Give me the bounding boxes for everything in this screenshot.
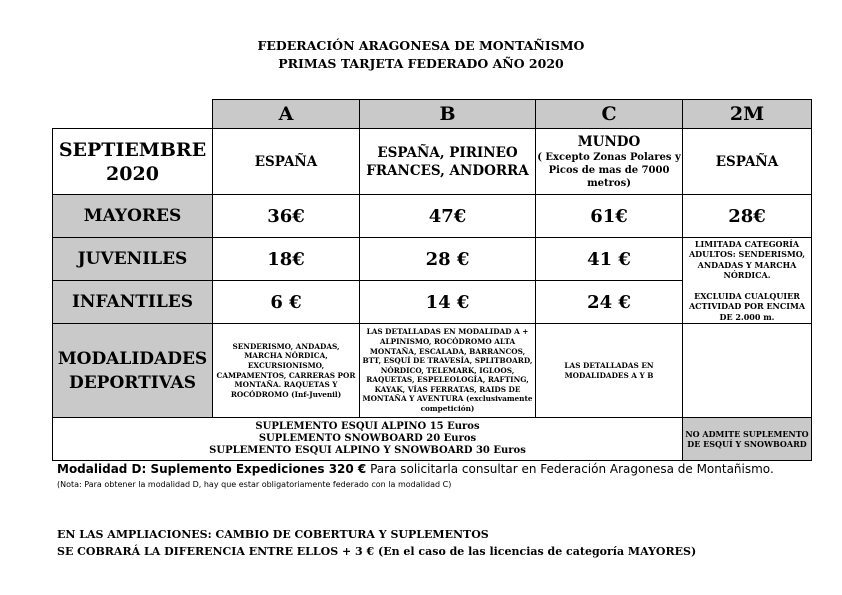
modalidad-d-bold: Modalidad D: Suplemento Expediciones 320 € xyxy=(57,462,367,476)
zone-c-text: MUNDO xyxy=(577,134,641,150)
document-subtitle: PRIMAS TARJETA FEDERADO AÑO 2020 xyxy=(278,56,564,71)
suplemento-snowboard: SUPLEMENTO SNOWBOARD 20 Euros xyxy=(258,433,477,444)
price-infantiles-c: 24 € xyxy=(536,281,683,324)
ampliaciones-line1: EN LAS AMPLIACIONES: CAMBIO DE COBERTURA Y SUPLEMENTOS xyxy=(57,528,489,541)
price-infantiles-a: 6 € xyxy=(213,281,360,324)
blank-corner xyxy=(53,100,213,129)
modalidades-a: SENDERISMO, ANDADAS, MARCHA NÓRDICA, EXCURSIONISMO, CAMPAMENTOS, CARRERAS POR MONTAÑA. RAQUETAS Y ROCÓDROMO (Inf-Juvenil) xyxy=(213,324,360,418)
price-juveniles-c: 41 € xyxy=(536,238,683,281)
zone-b-text: ESPAÑA, PIRINEO FRANCES, ANDORRA xyxy=(366,144,529,179)
zone-b xyxy=(360,129,536,195)
price-mayores-a: 36€ xyxy=(213,195,360,238)
zone-c xyxy=(536,129,683,195)
column-header-2m: 2M xyxy=(683,100,812,129)
month-label: SEPTIEMBRE 2020 xyxy=(53,129,213,195)
note-2m-exclusion: EXCLUIDA CUALQUIER ACTIVIDAD POR ENCIMA DE 2.000 m. xyxy=(688,290,806,322)
price-mayores-c: 61€ xyxy=(536,195,683,238)
price-table xyxy=(52,99,812,461)
modalidades-label: MODALIDADES DEPORTIVAS xyxy=(53,324,213,418)
modalidades-b: LAS DETALLADAS EN MODALIDAD A + ALPINISMO, ROCÓDROMO ALTA MONTAÑA, ESCALADA, BARRANCOS, BTT, ESQUÍ DE TRAVESÍA, SPLITBOARD, NÓRDICO, TELEMARK, IGLOOS, RAQUETAS, ESPELEOLOGÍA, RAFTING, KAYAK, VÍAS FERRATAS, RAIDS DE MONTAÑA Y AVENTURA (exclusivamente competición) xyxy=(360,324,536,418)
ampliaciones-line2: SE COBRARÁ LA DIFERENCIA ENTRE ELLOS + 3 € (En el caso de las licencias de categoría MAYORES) xyxy=(57,545,697,558)
modalidad-d-text: Para solicitarla consultar en Federación Aragonesa de Montañismo. xyxy=(366,462,774,476)
no-suplemento-badge: NO ADMITE SUPLEMENTO DE ESQUÍ Y SNOWBOARD xyxy=(683,418,812,461)
category-juveniles: JUVENILES xyxy=(53,238,213,281)
note-2m xyxy=(683,238,812,324)
price-mayores-b: 47€ xyxy=(360,195,536,238)
column-header-c: C xyxy=(536,100,683,129)
note-2m-limit: LIMITADA CATEGORÍA ADULTOS: SENDERISMO, ANDADAS Y MARCHA NÓRDICA. xyxy=(688,238,806,281)
zone-a-text: ESPAÑA xyxy=(254,153,318,170)
price-juveniles-b: 28 € xyxy=(360,238,536,281)
modalidad-d-line xyxy=(57,462,774,476)
modalidades-c: LAS DETALLADAS EN MODALIDADES A Y B xyxy=(536,324,683,418)
suplemento-esqui: SUPLEMENTO ESQUI ALPINO 15 Euros xyxy=(255,421,480,432)
zone-2m-text: ESPAÑA xyxy=(715,153,779,170)
price-mayores-2m: 28€ xyxy=(683,195,812,238)
column-header-a: A xyxy=(213,100,360,129)
price-juveniles-a: 18€ xyxy=(213,238,360,281)
zone-2m xyxy=(683,129,812,195)
document-title: FEDERACIÓN ARAGONESA DE MONTAÑISMO xyxy=(257,38,585,53)
suplemento-ambos: SUPLEMENTO ESQUI ALPINO Y SNOWBOARD 30 Euros xyxy=(209,445,526,456)
nota-modalidad-d: (Nota: Para obtener la modalidad D, hay que estar obligatoriamente federado con la modalidad C) xyxy=(57,480,452,489)
modalidades-2m-empty xyxy=(683,324,812,418)
column-header-b: B xyxy=(360,100,536,129)
zone-a xyxy=(213,129,360,195)
suplementos-box xyxy=(53,418,683,461)
category-mayores: MAYORES xyxy=(53,195,213,238)
zone-c-subtext: ( Excepto Zonas Polares y Picos de mas de 7000 metros) xyxy=(537,152,681,189)
category-infantiles: INFANTILES xyxy=(53,281,213,324)
price-infantiles-b: 14 € xyxy=(360,281,536,324)
